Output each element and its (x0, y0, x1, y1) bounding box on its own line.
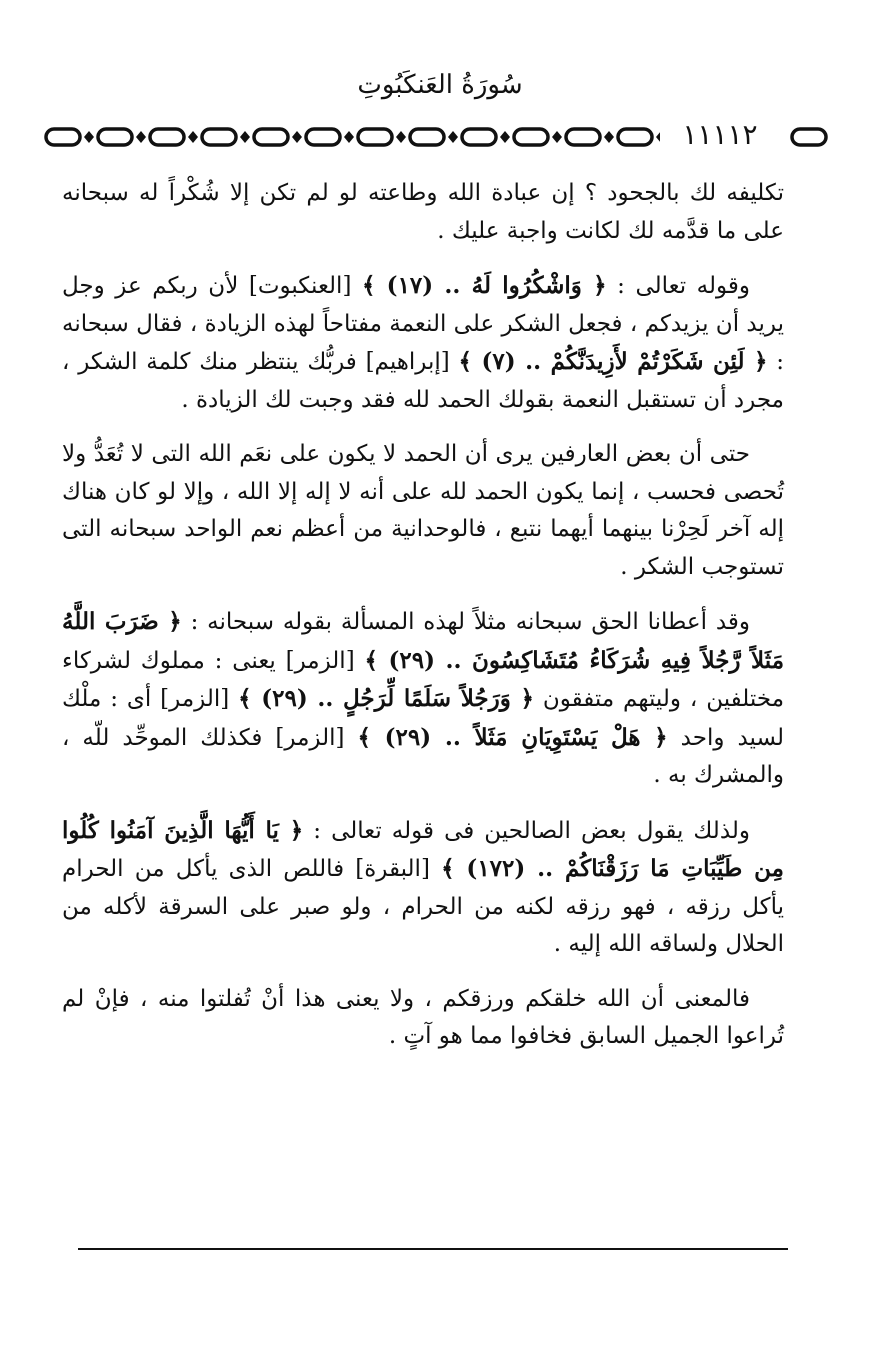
quran-verse: ﴿ لَئِن شَكَرْتُمْ لأَزِيدَنَّكُمْ .. (٧) ﴾ (458, 348, 768, 375)
body-text (62, 175, 784, 1073)
band-diamond (396, 131, 406, 143)
footer-rule (78, 1248, 788, 1250)
band-link (46, 129, 80, 145)
band-link (98, 129, 132, 145)
band-diamond (500, 131, 510, 143)
band-link (514, 129, 548, 145)
paragraph-text: [العنكبوت] لأن ربكم عز وجل يريد أن يزيدكم ، فجعل الشكر على النعمة مفتاحاً لهذه الزيادة ، فقال سبحانه : (62, 273, 784, 375)
band-diamond (448, 131, 458, 143)
paragraph-text: [إبراهيم] فربُّك ينتظر منك كلمة الشكر ، مجرد أن تستقبل النعمة بقولك الحمد لله فقد وجبت لك الزيادة . (62, 349, 784, 413)
paragraph-text: وقوله تعالى : (606, 273, 751, 299)
paragraph (62, 436, 784, 586)
paragraph-text: تكليفه لك بالجحود ؟ إن عبادة الله وطاعته لو لم تكن إلا شُكْراً له سبحانه على ما قدَّمه لك لكانت واجبة عليك . (62, 180, 784, 244)
paragraph (62, 981, 784, 1056)
quran-verse: ﴿ هَلْ يَسْتَوِيَانِ مَثَلاً .. (٢٩) ﴾ (357, 723, 668, 751)
paragraph (62, 267, 784, 419)
paragraph (62, 812, 784, 964)
paragraph-text: [الزمر] فكذلك الموحِّد للّه ، والمشرك به . (62, 724, 784, 788)
band-diamond (604, 131, 614, 143)
band-end-cap (792, 129, 826, 145)
band-link (410, 129, 444, 145)
paragraph-text: وقد أعطانا الحق سبحانه مثلاً لهذه المسألة بقوله سبحانه : (181, 609, 750, 635)
band-diamond (84, 131, 94, 143)
band-link (254, 129, 288, 145)
paragraph-text: [البقرة] فاللص الذى يأكل من الحرام يأكل رزقه ، فهو رزقه لكنه من الحرام ، ولو صبر على السرقة لأكله من الحلال ولساقه الله إليه . (62, 856, 784, 957)
band-diamond (292, 131, 302, 143)
surah-title: سُورَةُ العَنكَبُوتِ (357, 70, 523, 100)
quran-verse: ﴿ وَاشْكُرُوا لَهُ .. (١٧) ﴾ (361, 272, 607, 299)
band-diamond (344, 131, 354, 143)
band-link (462, 129, 496, 145)
paragraph-text: [الزمر] يعنى : مملوك لشركاء مختلفين ، وليتهم متفقون (62, 647, 785, 712)
page-number: ١١١١٢ (660, 118, 780, 151)
quran-verse: ﴿ يَا أَيُّهَا الَّذِينَ آمَنُوا كُلُوا مِن طَيِّبَاتِ مَا رَزَقْنَاكُمْ .. (١٧٢) ﴾ (62, 816, 784, 882)
paragraph (62, 603, 784, 795)
band-link (618, 129, 652, 145)
band-link (566, 129, 600, 145)
band-diamond (552, 131, 562, 143)
quran-verse: ﴿ ضَرَبَ اللَّهُ مَثَلاً رَّجُلاً فِيهِ شُرَكَاءُ مُتَشَاكِسُونَ .. (٢٩) ﴾ (62, 608, 785, 674)
band-diamond (240, 131, 250, 143)
paragraph-text: [الزمر] أى : ملْك لسيد واحد (62, 686, 784, 751)
band-link (358, 129, 392, 145)
band-link (306, 129, 340, 145)
paragraph-text: فالمعنى أن الله خلقكم ورزقكم ، ولا يعنى هذا أنْ تُفلتوا منه ، فإنْ لم تُراعوا الجميل السابق فخافوا مما هو آتٍ . (62, 985, 784, 1049)
paragraph (62, 175, 784, 250)
band-link (150, 129, 184, 145)
band-diamond (136, 131, 146, 143)
paragraph-text: ولذلك يقول بعض الصالحين فى قوله تعالى : (303, 817, 751, 844)
band-link (202, 129, 236, 145)
band-diamond (188, 131, 198, 143)
paragraph-text: حتى أن بعض العارفين يرى أن الحمد لا يكون على نعَم الله التى لا تُعَدُّ ولا تُحصى فحسب ، إنما يكون الحمد لله على أنه لا إله إلا الله ، وإلا لو كان هناك إله آخر لَحِرْنا بينهما أيهما نتبع ، فالوحدانية من أعظم نعم الواحد سبحانه التى تستوجب الشكر . (62, 441, 784, 580)
quran-verse: ﴿ وَرَجُلاً سَلَمًا لِّرَجُلٍ .. (٢٩) ﴾ (238, 685, 534, 712)
